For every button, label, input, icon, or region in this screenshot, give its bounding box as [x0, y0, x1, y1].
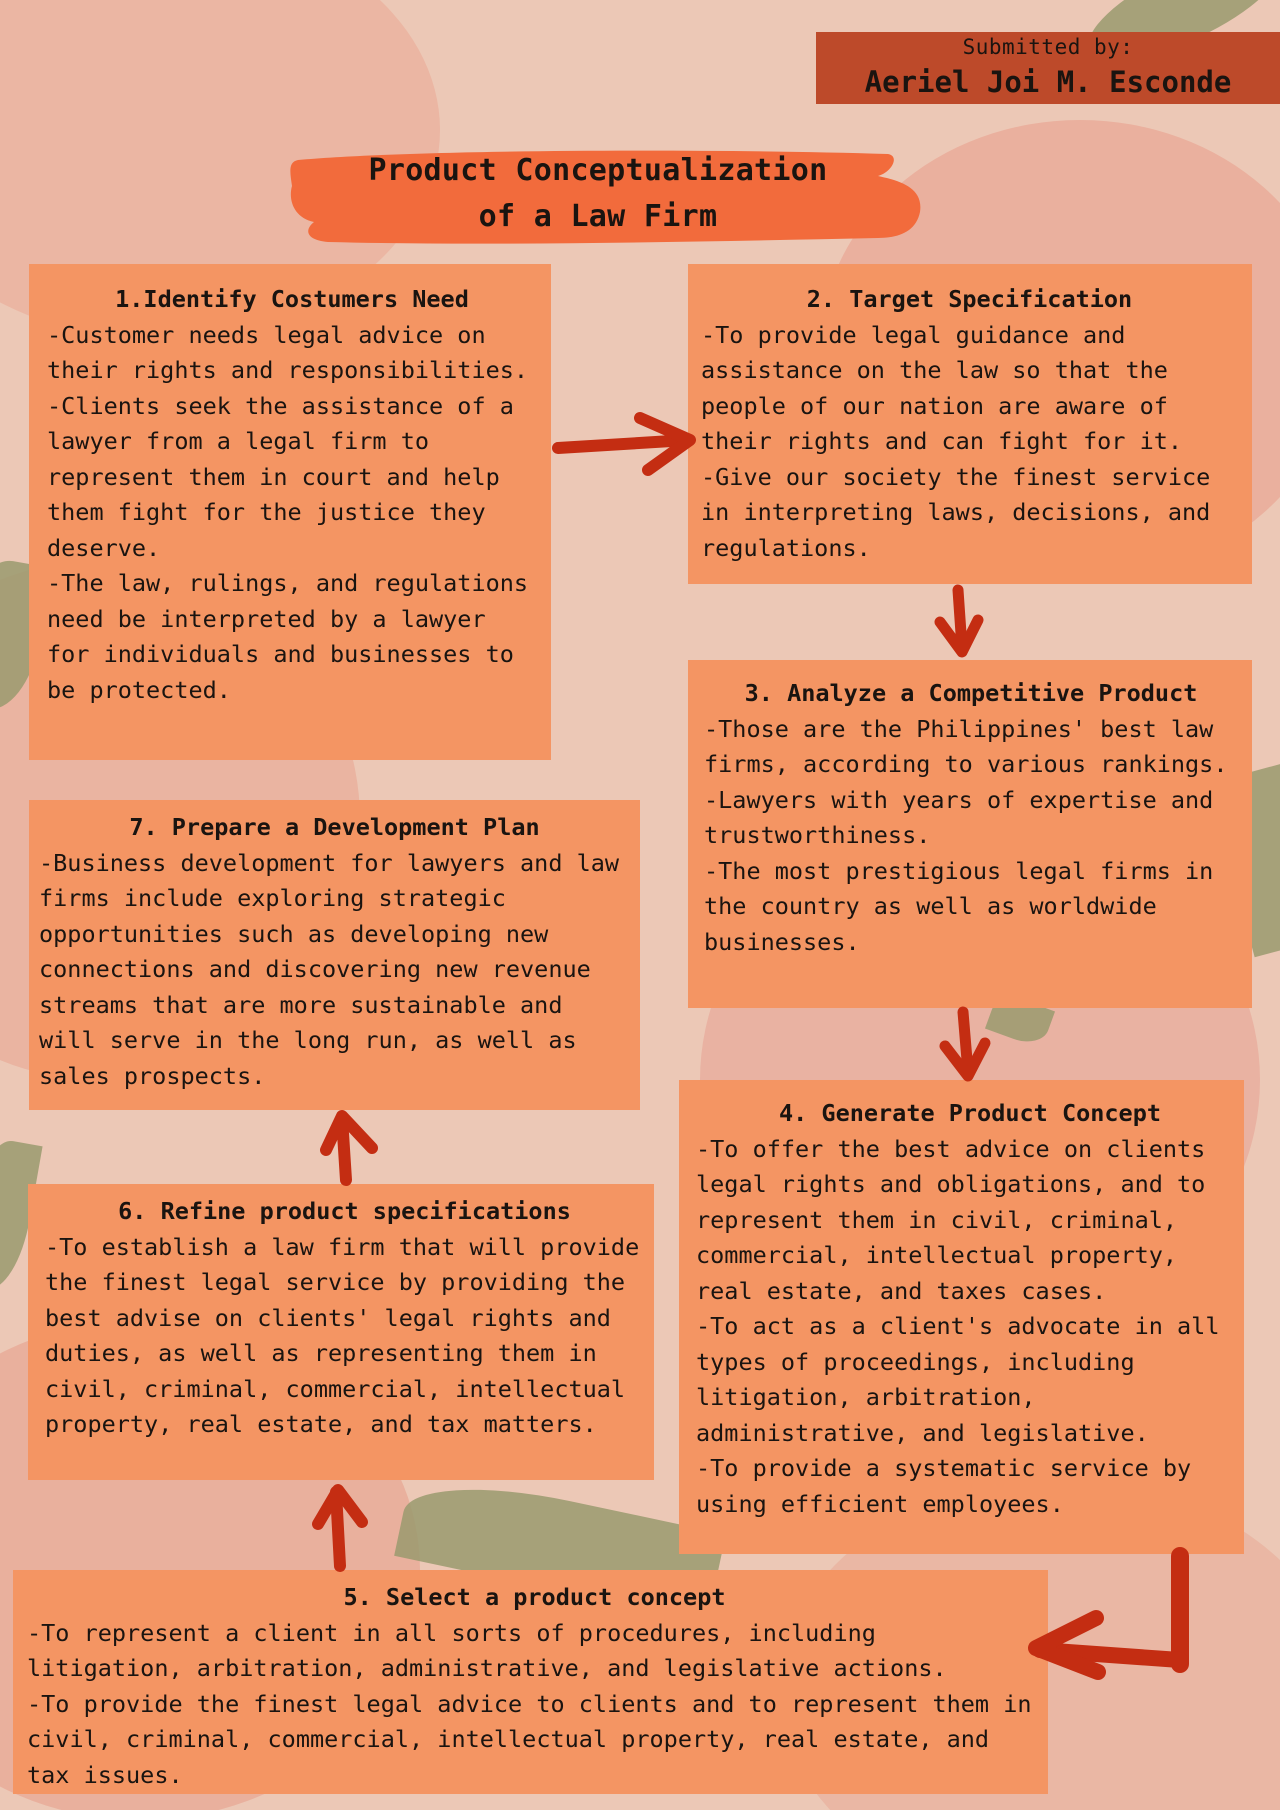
- step-item: -To provide legal guidance and assistance on the law so that the people of our nation are aware of their rights and can fight for it.: [701, 320, 1183, 455]
- step-item: -Those are the Philippines' best law firms, according to various rankings.: [704, 714, 1228, 778]
- step-item: -To provide the finest legal advice to clients and to represent them in civil, criminal, commercial, intellectual property, real estate, and tax issues.: [27, 1689, 1032, 1789]
- step-4-generate-product-concept: [679, 1080, 1244, 1554]
- step-item: -Give our society the finest service in interpreting laws, decisions, and regulations.: [701, 462, 1211, 562]
- step-item: -Business development for lawyers and law firms include exploring strategic opportunities such as developing new connections and discovering new revenue streams that are more sustainable and will serve in the long run, as well as sales prospects.: [39, 848, 620, 1090]
- step-item: -To provide a systematic service by using efficient employees.: [696, 1454, 1192, 1518]
- step-item: -Customer needs legal advice on their rights and responsibilities.: [47, 320, 529, 384]
- step-heading: 4. Generate Product Concept: [778, 1099, 1161, 1127]
- step-7-prepare-development-plan: [29, 800, 640, 1110]
- step-5-select-product-concept: [13, 1570, 1048, 1794]
- step-3-analyze-competitive-product: [688, 660, 1252, 1008]
- submitted-by-badge: [816, 32, 1280, 104]
- step-1-identify-customers-need: [29, 264, 551, 760]
- step-item: -To establish a law firm that will provide the finest legal service by providing the best advise on clients' legal rights and duties, as well as representing them in civil, criminal, commercial, intellectual property, real estate, and tax matters.: [45, 1232, 640, 1438]
- step-6-refine-product-specifications: [28, 1184, 654, 1480]
- step-item: -To represent a client in all sorts of procedures, including litigation, arbitration, administrative, and legislative actions.: [27, 1618, 947, 1682]
- step-heading: 5. Select a product concept: [343, 1583, 726, 1611]
- step-heading: 6. Refine product specifications: [118, 1197, 571, 1225]
- page-title: [288, 142, 922, 248]
- title-line-1: Product Conceptualization: [368, 153, 828, 188]
- title-text: [288, 148, 908, 240]
- step-heading: 2. Target Specification: [806, 285, 1133, 313]
- title-line-2: of a Law Firm: [478, 199, 718, 234]
- submitted-by-label: Submitted by:: [962, 35, 1134, 59]
- step-item: -The law, rulings, and regulations need be interpreted by a lawyer for individuals and businesses to be protected.: [47, 569, 529, 704]
- step-item: -Clients seek the assistance of a lawyer from a legal firm to represent them in court and help them fight for the justice they deserve.: [47, 391, 514, 562]
- step-2-target-specification: [688, 264, 1252, 584]
- step-heading: 7. Prepare a Development Plan: [129, 813, 540, 841]
- step-item: -The most prestigious legal firms in the country as well as worldwide businesses.: [704, 856, 1214, 956]
- step-item: -Lawyers with years of expertise and trustworthiness.: [704, 785, 1214, 849]
- step-item: -To offer the best advice on clients legal rights and obligations, and to represent them in civil, criminal, commercial, intellectual property, real estate, and taxes cases.: [696, 1134, 1206, 1305]
- step-item: -To act as a client's advocate in all types of proceedings, including litigation, arbitration, administrative, and legislative.: [696, 1312, 1220, 1447]
- step-heading: 1.Identify Costumers Need: [115, 285, 469, 313]
- author-name: Aeriel Joi M. Esconde: [864, 65, 1232, 99]
- step-heading: 3. Analyze a Competitive Product: [744, 679, 1198, 707]
